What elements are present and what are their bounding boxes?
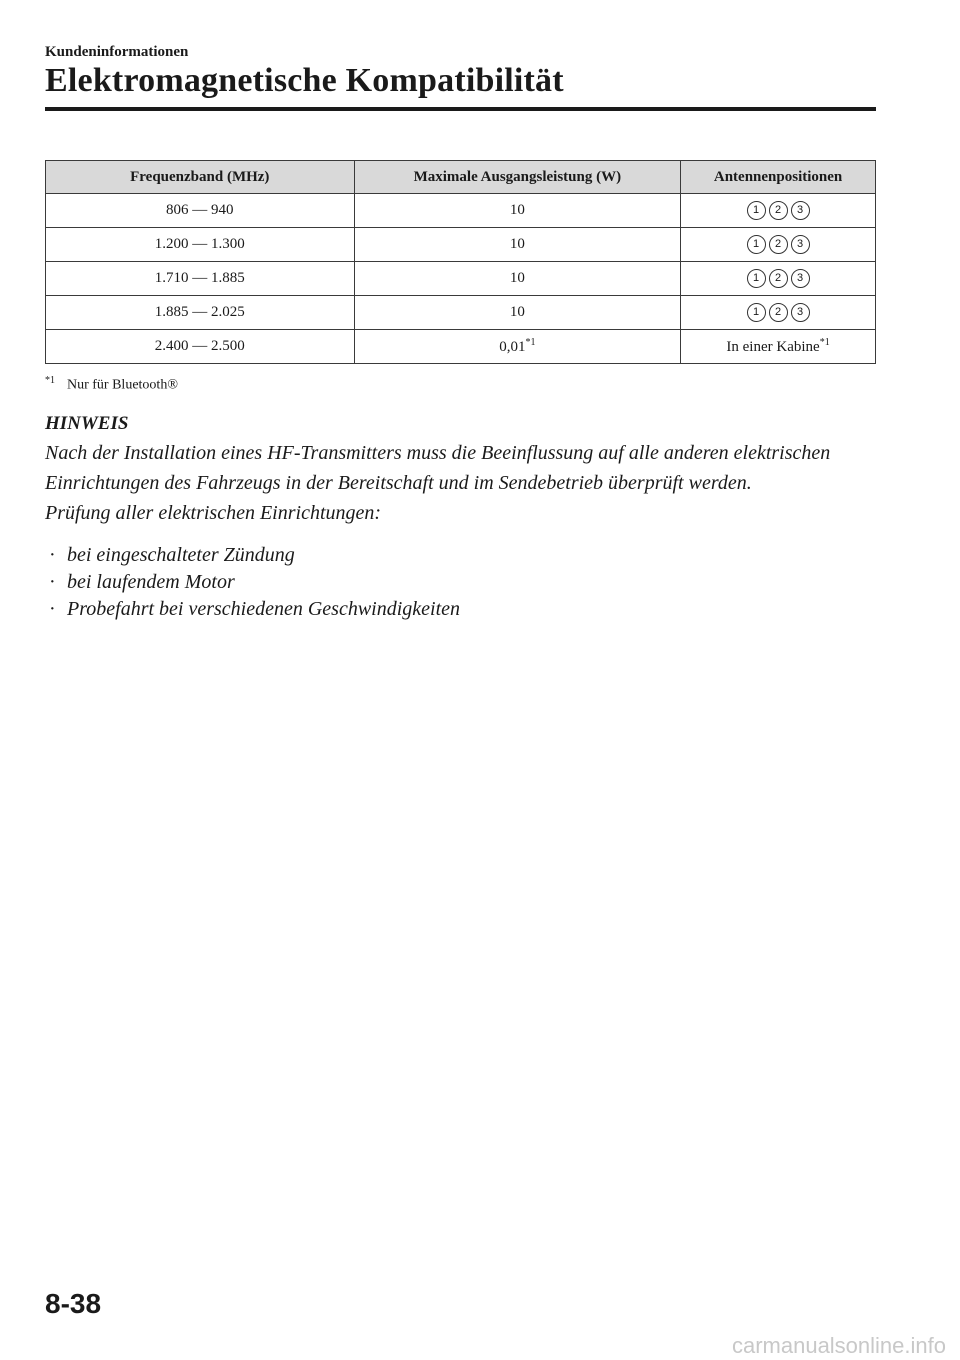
frequency-cell: 1.885 ― 2.025 (46, 296, 355, 330)
antenna-footnote-mark: *1 (819, 337, 830, 348)
power-cell (354, 296, 681, 330)
note-paragraph: Nach der Installation eines HF-Transmitters muss die Beeinflussung auf alle anderen elektrischen Einrichtungen des Fahrzeugs in der Bereitschaft und im Sendebetrieb überprüft werden. (45, 442, 831, 494)
power-value: 10 (509, 202, 525, 218)
note-body (45, 438, 885, 623)
power-value: 10 (509, 236, 525, 252)
antenna-cell (681, 228, 876, 262)
circled-number-icon: 3 (791, 235, 810, 254)
circled-number-icon: 1 (747, 303, 766, 322)
page-title: Elektromagnetische Kompatibilität (45, 62, 564, 99)
antenna-cell (681, 330, 876, 364)
bullet-icon: · (49, 544, 56, 566)
power-value: 10 (509, 304, 525, 320)
power-cell (354, 194, 681, 228)
section-label: Kundeninformationen (45, 44, 189, 60)
frequency-cell: 1.710 ― 1.885 (46, 262, 355, 296)
frequency-cell: 806 ― 940 (46, 194, 355, 228)
list-item (45, 569, 885, 596)
list-item-text: Probefahrt bei verschiedenen Geschwindigkeiten (67, 598, 461, 620)
list-item-text: bei laufendem Motor (67, 571, 235, 593)
antenna-cell (681, 262, 876, 296)
power-cell (354, 262, 681, 296)
antenna-cell (681, 194, 876, 228)
note-heading: HINWEIS (45, 413, 129, 434)
table-row (46, 262, 876, 296)
bullet-icon: · (49, 571, 56, 593)
frequency-cell: 1.200 ― 1.300 (46, 228, 355, 262)
circled-number-icon: 1 (747, 235, 766, 254)
circled-number-icon: 3 (791, 303, 810, 322)
table-row (46, 330, 876, 364)
antenna-position-text: In einer Kabine (726, 339, 820, 355)
footnote-mark: *1 (45, 375, 55, 386)
column-header-power: Maximale Ausgangsleistung (W) (354, 161, 681, 194)
footnote-text: Nur für Bluetooth® (67, 377, 178, 393)
list-item-text: bei eingeschalteter Zündung (67, 544, 295, 566)
frequency-table (45, 160, 876, 364)
table-row (46, 194, 876, 228)
circled-number-icon: 1 (747, 269, 766, 288)
circled-number-icon: 3 (791, 269, 810, 288)
circled-number-icon: 3 (791, 201, 810, 220)
list-item (45, 596, 885, 623)
power-cell (354, 330, 681, 364)
circled-number-icon: 1 (747, 201, 766, 220)
circled-number-icon: 2 (769, 303, 788, 322)
antenna-position-icons (747, 201, 810, 220)
antenna-position-icons (747, 235, 810, 254)
footnote (45, 375, 178, 394)
list-item (45, 542, 885, 569)
column-header-frequency: Frequenzband (MHz) (46, 161, 355, 194)
power-value: 10 (509, 270, 525, 286)
table-row (46, 296, 876, 330)
page-number: 8-38 (45, 1288, 102, 1319)
table-header-row (46, 161, 876, 194)
column-header-antenna: Antennenpositionen (681, 161, 876, 194)
antenna-cell (681, 296, 876, 330)
circled-number-icon: 2 (769, 201, 788, 220)
bullet-icon: · (49, 598, 56, 620)
note-check-intro: Prüfung aller elektrischen Einrichtungen: (45, 502, 382, 524)
circled-number-icon: 2 (769, 235, 788, 254)
power-footnote-mark: *1 (525, 337, 536, 348)
title-divider (45, 107, 876, 111)
circled-number-icon: 2 (769, 269, 788, 288)
table-row (46, 228, 876, 262)
power-value: 0,01 (499, 339, 526, 355)
watermark: carmanualsonline.info (731, 1333, 946, 1358)
note-checklist (45, 542, 885, 623)
antenna-position-icons (747, 269, 810, 288)
frequency-cell: 2.400 ― 2.500 (46, 330, 355, 364)
power-cell (354, 228, 681, 262)
antenna-position-icons (747, 303, 810, 322)
